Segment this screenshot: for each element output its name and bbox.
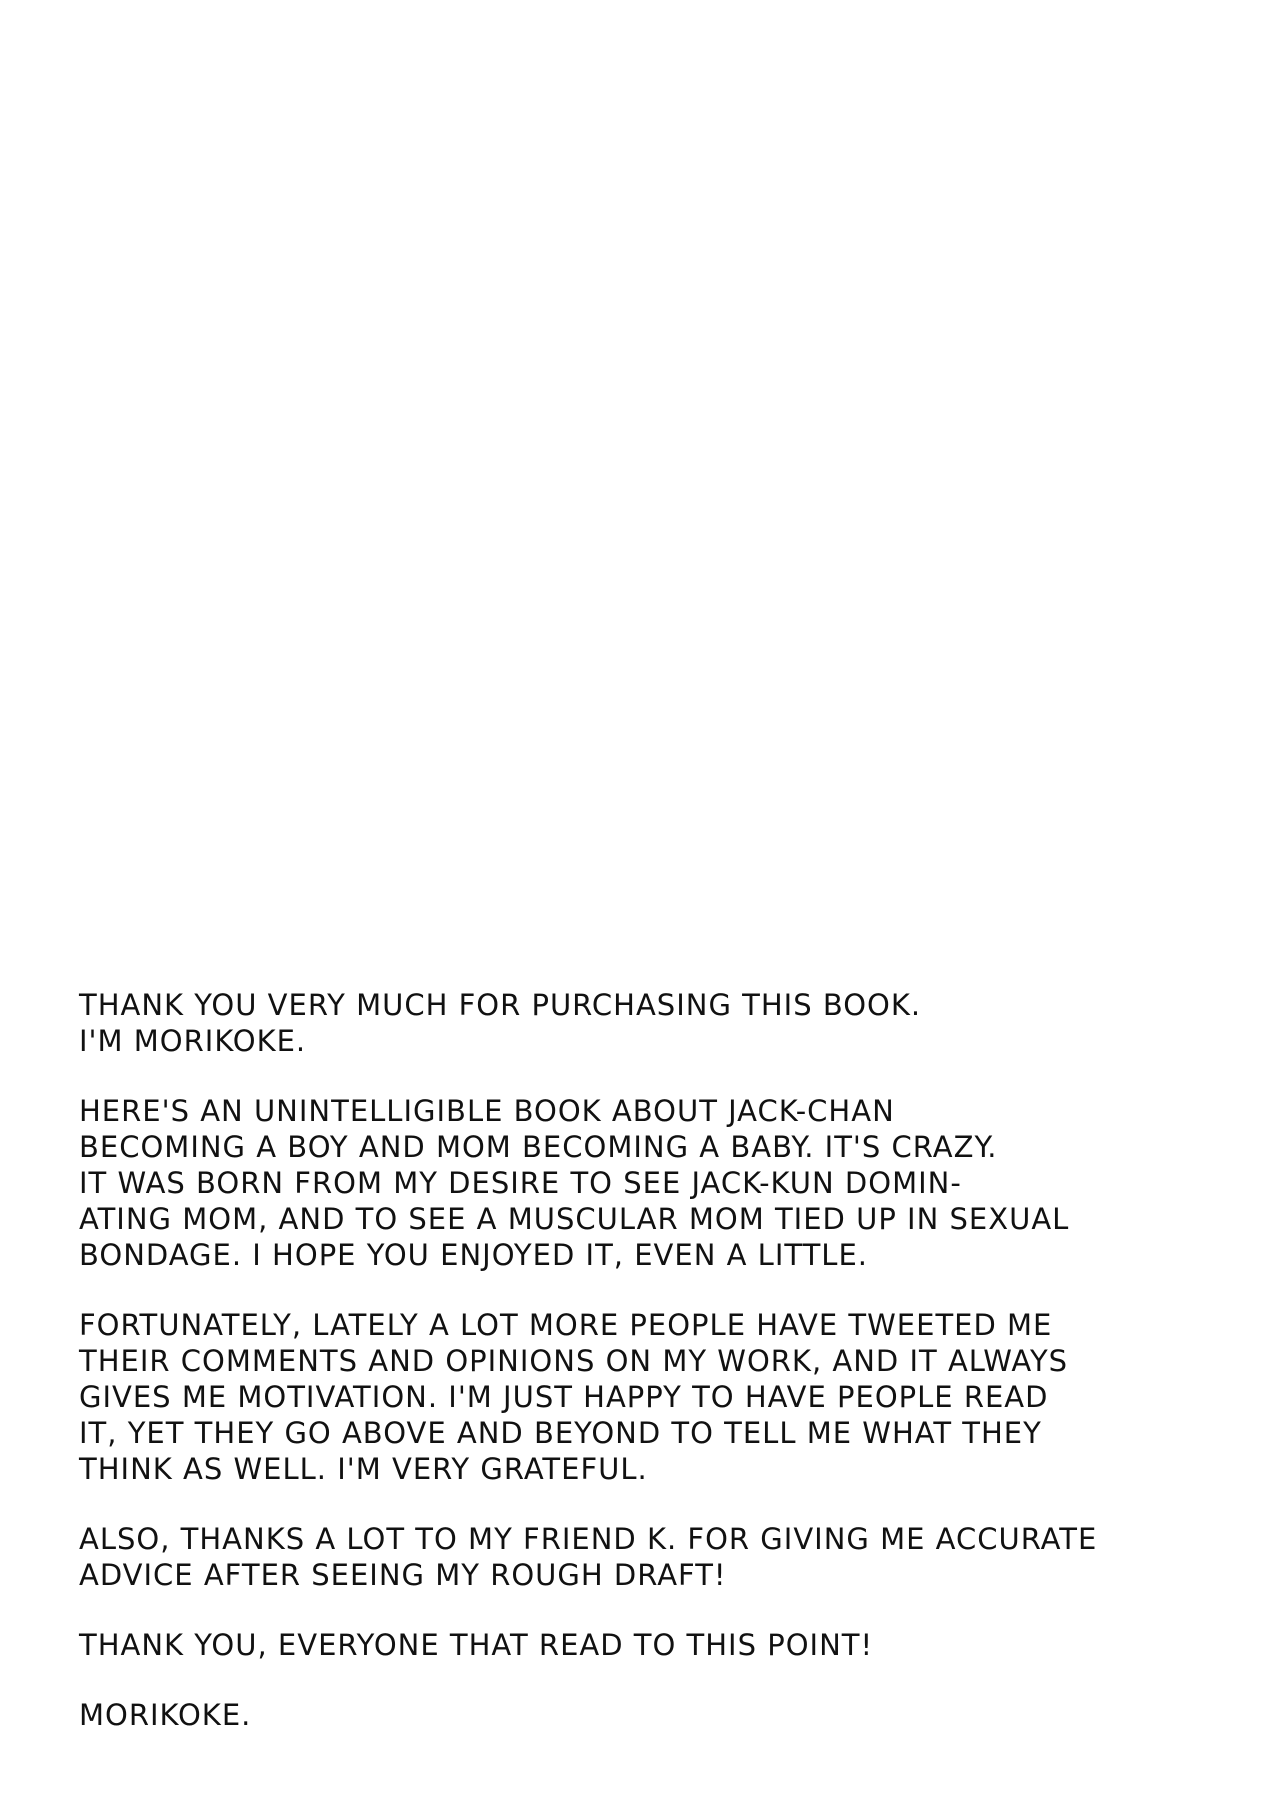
text-line: I'M MORIKOKE. [79, 1024, 307, 1058]
text-line: THANK YOU VERY MUCH FOR PURCHASING THIS BOOK. [79, 988, 922, 1022]
text-line: HERE'S AN UNINTELLIGIBLE BOOK ABOUT JACK-CHAN [79, 1094, 895, 1128]
afterword-paragraph-2 [79, 1093, 1219, 1273]
afterword-text-block [79, 987, 1219, 1733]
author-signature [79, 1697, 1219, 1733]
text-line: THEIR COMMENTS AND OPINIONS ON MY WORK, AND IT ALWAYS [79, 1344, 1069, 1378]
text-line: ADVICE AFTER SEEING MY ROUGH DRAFT! [79, 1558, 727, 1592]
text-line: THANK YOU, EVERYONE THAT READ TO THIS POINT! [79, 1628, 874, 1662]
afterword-paragraph-5 [79, 1627, 1219, 1663]
text-line: IT WAS BORN FROM MY DESIRE TO SEE JACK-KUN DOMIN- [79, 1166, 962, 1200]
text-line: GIVES ME MOTIVATION. I'M JUST HAPPY TO HAVE PEOPLE READ [79, 1380, 1049, 1414]
afterword-paragraph-3 [79, 1307, 1219, 1487]
signature-text: MORIKOKE. [79, 1698, 252, 1732]
afterword-paragraph-1 [79, 987, 1219, 1059]
text-line: ALSO, THANKS A LOT TO MY FRIEND K. FOR GIVING ME ACCURATE [79, 1522, 1098, 1556]
text-line: FORTUNATELY, LATELY A LOT MORE PEOPLE HAVE TWEETED ME [79, 1308, 1053, 1342]
text-line: IT, YET THEY GO ABOVE AND BEYOND TO TELL ME WHAT THEY [79, 1416, 1042, 1450]
text-line: ATING MOM, AND TO SEE A MUSCULAR MOM TIED UP IN SEXUAL [79, 1202, 1070, 1236]
text-line: THINK AS WELL. I'M VERY GRATEFUL. [79, 1452, 648, 1486]
text-line: BECOMING A BOY AND MOM BECOMING A BABY. IT'S CRAZY. [79, 1130, 998, 1164]
text-line: BONDAGE. I HOPE YOU ENJOYED IT, EVEN A LITTLE. [79, 1238, 868, 1272]
afterword-paragraph-4 [79, 1521, 1219, 1593]
